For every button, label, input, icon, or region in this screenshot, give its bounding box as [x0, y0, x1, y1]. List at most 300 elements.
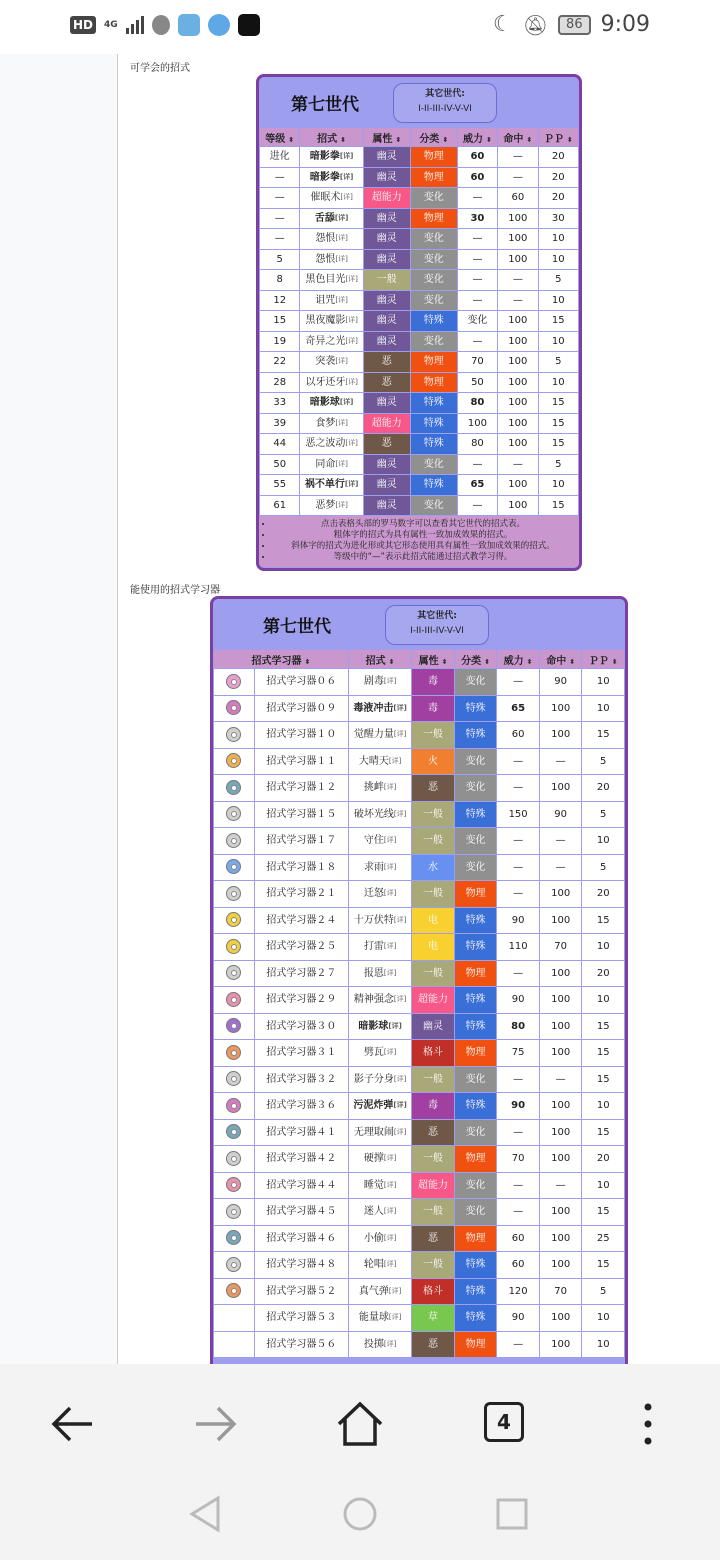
- move-detail-link[interactable]: [详]: [335, 295, 348, 304]
- type-badge: 一般: [412, 1067, 454, 1093]
- tm-name-cell[interactable]: 招式学习器３２: [255, 1067, 348, 1093]
- move-name-text[interactable]: 劈瓦: [363, 1047, 384, 1059]
- move-detail-link[interactable]: [详]: [383, 1180, 397, 1189]
- level-cell: 进化: [260, 147, 299, 167]
- move-detail-link[interactable]: [详]: [393, 809, 407, 818]
- move-detail-link[interactable]: [详]: [345, 439, 358, 448]
- tm-name-cell[interactable]: 招式学习器２７: [255, 961, 348, 987]
- sort-icon[interactable]: ⬍: [566, 135, 573, 144]
- move-name-text[interactable]: 污泥炸弹: [353, 1100, 394, 1112]
- move-detail-link[interactable]: [详]: [388, 1313, 402, 1322]
- system-recents-icon[interactable]: [482, 1484, 542, 1544]
- move-detail-link[interactable]: [详]: [339, 152, 354, 161]
- tm-disc-icon: [226, 806, 241, 821]
- home-icon[interactable]: [324, 1394, 396, 1454]
- type-badge: 一般: [364, 270, 410, 290]
- pp-cell: 10: [582, 669, 624, 695]
- move-name-text[interactable]: 打雷: [363, 941, 384, 953]
- category-badge: 特殊: [411, 311, 457, 331]
- power-cell: 80: [458, 434, 497, 454]
- move-name[interactable]: [300, 188, 362, 208]
- move-detail-link[interactable]: [详]: [335, 254, 348, 263]
- category-badge: 变化: [411, 455, 457, 475]
- tm-name-cell[interactable]: 招式学习器４８: [255, 1252, 348, 1278]
- move-name[interactable]: [300, 373, 362, 393]
- type-badge: 幽灵: [364, 250, 410, 270]
- tm-disc-icon: [226, 1098, 241, 1113]
- tm-name-cell[interactable]: 招式学习器３６: [255, 1093, 348, 1119]
- sort-icon[interactable]: ⬍: [526, 135, 533, 144]
- type-badge: 毒: [412, 1093, 454, 1119]
- pp-cell: 10: [582, 1093, 624, 1119]
- move-detail-link[interactable]: [详]: [393, 995, 407, 1004]
- sort-icon[interactable]: ⬍: [304, 657, 311, 666]
- tm-disc-cell: [214, 987, 254, 1013]
- move-name-text[interactable]: 暗影拳: [309, 151, 340, 163]
- move-name[interactable]: [300, 311, 362, 331]
- move-detail-link[interactable]: [详]: [335, 234, 348, 243]
- move-name[interactable]: [300, 496, 362, 516]
- move-detail-link[interactable]: [详]: [383, 1154, 397, 1163]
- move-detail-link[interactable]: [详]: [344, 480, 359, 489]
- tm-name-cell[interactable]: 招式学习器５６: [255, 1332, 348, 1358]
- power-cell: 60: [497, 1226, 539, 1252]
- power-cell: 150: [497, 802, 539, 828]
- move-name-text[interactable]: 恶之波动: [305, 438, 346, 450]
- move-detail-link[interactable]: [详]: [334, 213, 349, 222]
- category-badge: 变化: [411, 188, 457, 208]
- tm-name-cell[interactable]: 招式学习器１２: [255, 775, 348, 801]
- category-badge: 特殊: [455, 1014, 497, 1040]
- tm-name-cell[interactable]: 招式学习器４４: [255, 1173, 348, 1199]
- type-badge: 恶: [364, 373, 410, 393]
- move-detail-link[interactable]: [详]: [383, 1339, 397, 1348]
- move-name-text[interactable]: 奇异之光: [305, 335, 346, 347]
- move-name-text[interactable]: 黑夜魔影: [305, 315, 346, 327]
- column-header[interactable]: [498, 128, 537, 146]
- move-name-text[interactable]: 求雨: [363, 861, 384, 873]
- pp-cell: 15: [582, 1014, 624, 1040]
- move-name[interactable]: [349, 855, 411, 881]
- tm-name-cell[interactable]: 招式学习器３０: [255, 1014, 348, 1040]
- move-detail-link[interactable]: [详]: [383, 1048, 397, 1057]
- move-name-text[interactable]: 十万伏特: [353, 914, 394, 926]
- type-badge: 电: [412, 934, 454, 960]
- category-badge: 物理: [411, 373, 457, 393]
- tm-name-cell[interactable]: 招式学习器１０: [255, 722, 348, 748]
- sort-icon[interactable]: ⬍: [441, 657, 448, 666]
- move-name-text[interactable]: 舌舔: [314, 212, 335, 224]
- move-name-text[interactable]: 无理取闹: [353, 1126, 394, 1138]
- pp-cell: 15: [582, 1067, 624, 1093]
- move-detail-link[interactable]: [详]: [388, 1021, 402, 1030]
- level-cell: —: [260, 229, 299, 249]
- move-name[interactable]: [349, 908, 411, 934]
- sort-icon[interactable]: ⬍: [288, 135, 295, 144]
- move-name-text[interactable]: 觉醒力量: [353, 729, 394, 741]
- move-name[interactable]: [349, 1173, 411, 1199]
- move-name-text[interactable]: 催眠术: [310, 192, 341, 204]
- move-name-text[interactable]: 真气弹: [358, 1285, 389, 1297]
- level-cell: 50: [260, 455, 299, 475]
- move-name[interactable]: [300, 332, 362, 352]
- move-detail-link[interactable]: [详]: [383, 1207, 397, 1216]
- category-badge: 特殊: [455, 908, 497, 934]
- category-badge: 特殊: [411, 393, 457, 413]
- pp-cell: 15: [582, 722, 624, 748]
- hd-badge: HD: [70, 16, 96, 34]
- move-detail-link[interactable]: [详]: [393, 915, 407, 924]
- type-badge: 恶: [412, 775, 454, 801]
- tm-name-cell[interactable]: 招式学习器２１: [255, 881, 348, 907]
- move-detail-link[interactable]: [详]: [383, 968, 397, 977]
- column-header[interactable]: [349, 650, 411, 668]
- web-content[interactable]: [0, 54, 720, 1364]
- move-name[interactable]: [349, 1226, 411, 1252]
- move-name-text[interactable]: 诅咒: [315, 294, 336, 306]
- tm-name-cell[interactable]: 招式学习器３１: [255, 1040, 348, 1066]
- move-name-text[interactable]: 暗影球: [309, 397, 340, 409]
- move-name-text[interactable]: 剧毒: [363, 676, 384, 688]
- levelup-other-gens[interactable]: [393, 83, 497, 123]
- sort-icon[interactable]: ⬍: [340, 135, 347, 144]
- power-cell: 120: [497, 1279, 539, 1305]
- move-name-text[interactable]: 轮唱: [363, 1259, 384, 1271]
- accuracy-cell: 100: [498, 209, 537, 229]
- move-name-text[interactable]: 恶梦: [315, 499, 336, 511]
- system-home-icon[interactable]: [330, 1484, 390, 1544]
- column-header[interactable]: [260, 128, 299, 146]
- tm-disc-cell: [214, 722, 254, 748]
- sort-icon[interactable]: ⬍: [526, 657, 533, 666]
- tm-disc-cell: [214, 1120, 254, 1146]
- move-name-text[interactable]: 迁怒: [363, 888, 384, 900]
- table-row: [214, 775, 624, 801]
- type-badge: 一般: [412, 722, 454, 748]
- move-name[interactable]: [349, 802, 411, 828]
- power-cell: 60: [497, 722, 539, 748]
- move-name-text[interactable]: 祸不单行: [304, 479, 345, 491]
- move-name[interactable]: [300, 414, 362, 434]
- move-name[interactable]: [349, 775, 411, 801]
- pp-cell: 10: [539, 250, 578, 270]
- column-header[interactable]: [412, 650, 454, 668]
- move-detail-link[interactable]: [详]: [383, 677, 397, 686]
- move-name[interactable]: [349, 669, 411, 695]
- move-name-text[interactable]: 破坏光线: [353, 808, 394, 820]
- power-cell: —: [458, 291, 497, 311]
- accuracy-cell: 100: [498, 229, 537, 249]
- move-detail-link[interactable]: [详]: [383, 1260, 397, 1269]
- move-name[interactable]: [300, 291, 362, 311]
- move-name-text[interactable]: 迷人: [363, 1206, 384, 1218]
- pp-cell: 15: [539, 496, 578, 516]
- tm-disc-cell: [214, 855, 254, 881]
- move-name-text[interactable]: 同命: [315, 458, 336, 470]
- level-cell: 22: [260, 352, 299, 372]
- move-detail-link[interactable]: [详]: [335, 357, 348, 366]
- move-name-text[interactable]: 暗影球: [358, 1020, 389, 1032]
- category-badge: 物理: [455, 881, 497, 907]
- tm-disc-icon: [226, 1018, 241, 1033]
- tm-name-cell[interactable]: 招式学习器４６: [255, 1226, 348, 1252]
- power-cell: 30: [458, 209, 497, 229]
- move-name[interactable]: [300, 434, 362, 454]
- power-cell: 50: [458, 373, 497, 393]
- sort-icon[interactable]: ⬍: [484, 657, 490, 666]
- move-name-text[interactable]: 守住: [363, 835, 384, 847]
- tm-name-cell[interactable]: 招式学习器１８: [255, 855, 348, 881]
- tm-disc-icon: [226, 1151, 241, 1166]
- move-name[interactable]: [349, 1199, 411, 1225]
- move-detail-link[interactable]: [详]: [388, 756, 402, 765]
- move-name[interactable]: [349, 1040, 411, 1066]
- tm-disc-cell: [214, 934, 254, 960]
- level-cell: —: [260, 188, 299, 208]
- move-name-text[interactable]: 硬撑: [363, 1153, 384, 1165]
- move-name-text[interactable]: 小偷: [363, 1232, 384, 1244]
- move-detail-link[interactable]: [详]: [393, 1127, 407, 1136]
- levelup-header: [259, 77, 579, 127]
- move-name-text[interactable]: 食梦: [315, 417, 336, 429]
- more-menu-icon[interactable]: [612, 1394, 684, 1454]
- tm-name-cell[interactable]: 招式学习器１７: [255, 828, 348, 854]
- move-name[interactable]: [349, 696, 411, 722]
- move-name[interactable]: [300, 229, 362, 249]
- move-detail-link[interactable]: [详]: [345, 377, 358, 386]
- category-badge: 特殊: [455, 1252, 497, 1278]
- move-detail-link[interactable]: [详]: [340, 193, 353, 202]
- levelup-generation-title: 第七世代: [291, 95, 359, 115]
- move-detail-link[interactable]: [详]: [345, 316, 358, 325]
- move-detail-link[interactable]: [详]: [383, 783, 397, 792]
- move-name-text[interactable]: 投掷: [363, 1338, 384, 1350]
- category-badge: 物理: [455, 1332, 497, 1358]
- system-back-icon[interactable]: [176, 1484, 236, 1544]
- move-name[interactable]: [300, 147, 362, 167]
- tm-name-cell[interactable]: 招式学习器５２: [255, 1279, 348, 1305]
- power-cell: —: [497, 749, 539, 775]
- tm-name-cell[interactable]: 招式学习器２５: [255, 934, 348, 960]
- tm-disc-icon: [226, 1257, 241, 1272]
- pp-cell: 15: [582, 1252, 624, 1278]
- move-detail-link[interactable]: [详]: [393, 703, 407, 712]
- accuracy-cell: 100: [540, 1120, 582, 1146]
- level-cell: 61: [260, 496, 299, 516]
- move-name[interactable]: [349, 987, 411, 1013]
- tm-name-cell[interactable]: 招式学习器４２: [255, 1146, 348, 1172]
- tm-other-gens[interactable]: [385, 605, 489, 645]
- signal-icon: [126, 16, 144, 34]
- table-row: [260, 168, 578, 188]
- tm-name-cell[interactable]: 招式学习器２９: [255, 987, 348, 1013]
- move-name[interactable]: [300, 455, 362, 475]
- back-arrow-icon[interactable]: [36, 1394, 108, 1454]
- move-detail-link[interactable]: [详]: [383, 942, 397, 951]
- sort-icon[interactable]: ⬍: [442, 135, 449, 144]
- move-detail-link[interactable]: [详]: [335, 418, 348, 427]
- move-name[interactable]: [349, 1332, 411, 1358]
- move-detail-link[interactable]: [详]: [339, 172, 354, 181]
- pp-cell: 5: [582, 1279, 624, 1305]
- tm-name-cell[interactable]: 招式学习器４１: [255, 1120, 348, 1146]
- move-detail-link[interactable]: [详]: [393, 1101, 407, 1110]
- move-name[interactable]: [349, 722, 411, 748]
- column-header[interactable]: [582, 650, 624, 668]
- tm-table: [213, 649, 625, 1358]
- power-cell: 60: [458, 168, 497, 188]
- move-detail-link[interactable]: [详]: [383, 1233, 397, 1242]
- type-badge: 幽灵: [364, 291, 410, 311]
- move-name-text[interactable]: 突袭: [315, 356, 336, 368]
- power-cell: 60: [458, 147, 497, 167]
- move-name[interactable]: [349, 828, 411, 854]
- move-name[interactable]: [349, 1067, 411, 1093]
- sort-icon[interactable]: ⬍: [486, 135, 492, 144]
- tm-name-cell[interactable]: 招式学习器１５: [255, 802, 348, 828]
- move-name-text[interactable]: 怨恨: [315, 233, 336, 245]
- power-cell: 90: [497, 1305, 539, 1331]
- column-header[interactable]: [497, 650, 539, 668]
- column-header[interactable]: [455, 650, 497, 668]
- move-name-text[interactable]: 精神强念: [353, 994, 394, 1006]
- move-name[interactable]: [349, 1120, 411, 1146]
- move-name[interactable]: [349, 749, 411, 775]
- accuracy-cell: 70: [540, 1279, 582, 1305]
- move-name[interactable]: [349, 1279, 411, 1305]
- move-detail-link[interactable]: [详]: [383, 836, 397, 845]
- move-detail-link[interactable]: [详]: [345, 275, 358, 284]
- move-name[interactable]: [349, 1093, 411, 1119]
- sort-icon[interactable]: ⬍: [395, 135, 402, 144]
- tm-name-cell[interactable]: 招式学习器５３: [255, 1305, 348, 1331]
- power-cell: —: [497, 855, 539, 881]
- move-name[interactable]: [300, 393, 362, 413]
- table-row: [214, 1093, 624, 1119]
- move-detail-link[interactable]: [详]: [335, 500, 348, 509]
- column-header[interactable]: [539, 128, 578, 146]
- type-badge: 电: [412, 908, 454, 934]
- battery-level: 86: [558, 15, 591, 35]
- move-name-text[interactable]: 影子分身: [353, 1073, 394, 1085]
- column-header[interactable]: [411, 128, 457, 146]
- move-name[interactable]: [300, 352, 362, 372]
- move-detail-link[interactable]: [详]: [393, 730, 407, 739]
- column-header[interactable]: [214, 650, 348, 668]
- network-type: 4G: [104, 19, 118, 30]
- move-name-text[interactable]: 大晴天: [358, 755, 389, 767]
- pp-cell: 15: [539, 414, 578, 434]
- other-gens-label: 其它世代:: [425, 89, 465, 99]
- column-header[interactable]: [364, 128, 410, 146]
- move-name-text[interactable]: 暗影拳: [309, 171, 340, 183]
- move-detail-link[interactable]: [详]: [393, 1074, 407, 1083]
- pp-cell: 5: [582, 749, 624, 775]
- move-name[interactable]: [349, 934, 411, 960]
- move-name-text[interactable]: 怨恨: [315, 253, 336, 265]
- type-badge: 格斗: [412, 1040, 454, 1066]
- table-row: [214, 908, 624, 934]
- accuracy-cell: —: [540, 1173, 582, 1199]
- move-name[interactable]: [300, 270, 362, 290]
- move-name[interactable]: [300, 209, 362, 229]
- move-detail-link[interactable]: [详]: [388, 1286, 402, 1295]
- other-gens-links[interactable]: I-II-III-IV-V-VI: [418, 104, 472, 114]
- table-row: [260, 147, 578, 167]
- move-detail-link[interactable]: [详]: [383, 889, 397, 898]
- move-name[interactable]: [349, 881, 411, 907]
- tm-disc-icon: [226, 939, 241, 954]
- sort-icon[interactable]: ⬍: [388, 657, 395, 666]
- tm-disc-icon: [226, 1071, 241, 1086]
- accuracy-cell: 100: [540, 987, 582, 1013]
- pp-cell: 20: [582, 961, 624, 987]
- forward-arrow-icon[interactable]: [180, 1394, 252, 1454]
- column-header[interactable]: [300, 128, 362, 146]
- category-badge: 变化: [411, 250, 457, 270]
- move-name-text[interactable]: 睡觉: [363, 1179, 384, 1191]
- move-name-text[interactable]: 以牙还牙: [305, 376, 346, 388]
- status-right: [493, 12, 650, 37]
- column-header[interactable]: [540, 650, 582, 668]
- move-name[interactable]: [349, 1014, 411, 1040]
- category-badge: 物理: [411, 147, 457, 167]
- move-name[interactable]: [349, 1305, 411, 1331]
- tm-disc-icon: [226, 780, 241, 795]
- tm-name-cell[interactable]: 招式学习器２４: [255, 908, 348, 934]
- tm-name-cell[interactable]: 招式学习器０９: [255, 696, 348, 722]
- move-name-text[interactable]: 能量球: [358, 1312, 389, 1324]
- other-gens-links[interactable]: I-II-III-IV-V-VI: [410, 626, 464, 636]
- type-badge: 一般: [412, 881, 454, 907]
- move-name[interactable]: [300, 475, 362, 495]
- tm-name-cell[interactable]: 招式学习器４５: [255, 1199, 348, 1225]
- accuracy-cell: —: [540, 749, 582, 775]
- type-badge: 恶: [412, 1332, 454, 1358]
- move-name-text[interactable]: 挑衅: [363, 782, 384, 794]
- move-name[interactable]: [349, 961, 411, 987]
- type-badge: 幽灵: [364, 475, 410, 495]
- move-name[interactable]: [300, 250, 362, 270]
- move-detail-link[interactable]: [详]: [339, 398, 354, 407]
- column-header[interactable]: [458, 128, 497, 146]
- move-name-text[interactable]: 报恩: [363, 967, 384, 979]
- move-name-text[interactable]: 毒液冲击: [353, 702, 394, 714]
- category-badge: 变化: [455, 1120, 497, 1146]
- move-detail-link[interactable]: [详]: [345, 336, 358, 345]
- tm-name-cell[interactable]: 招式学习器０６: [255, 669, 348, 695]
- pp-cell: 10: [582, 1305, 624, 1331]
- sort-icon[interactable]: ⬍: [611, 657, 618, 666]
- level-cell: 5: [260, 250, 299, 270]
- move-name[interactable]: [349, 1146, 411, 1172]
- power-cell: —: [497, 1332, 539, 1358]
- sort-icon[interactable]: ⬍: [569, 657, 576, 666]
- table-row: [214, 696, 624, 722]
- move-name-text[interactable]: 黑色目光: [305, 274, 346, 286]
- table-row: [260, 352, 578, 372]
- accuracy-cell: 100: [498, 311, 537, 331]
- type-badge: 幽灵: [412, 1014, 454, 1040]
- tm-name-cell[interactable]: 招式学习器１１: [255, 749, 348, 775]
- pp-cell: 20: [582, 775, 624, 801]
- category-badge: 变化: [455, 669, 497, 695]
- move-detail-link[interactable]: [详]: [383, 862, 397, 871]
- move-name[interactable]: [300, 168, 362, 188]
- move-detail-link[interactable]: [详]: [335, 459, 348, 468]
- tabs-count-button[interactable]: 4: [484, 1402, 524, 1442]
- move-name[interactable]: [349, 1252, 411, 1278]
